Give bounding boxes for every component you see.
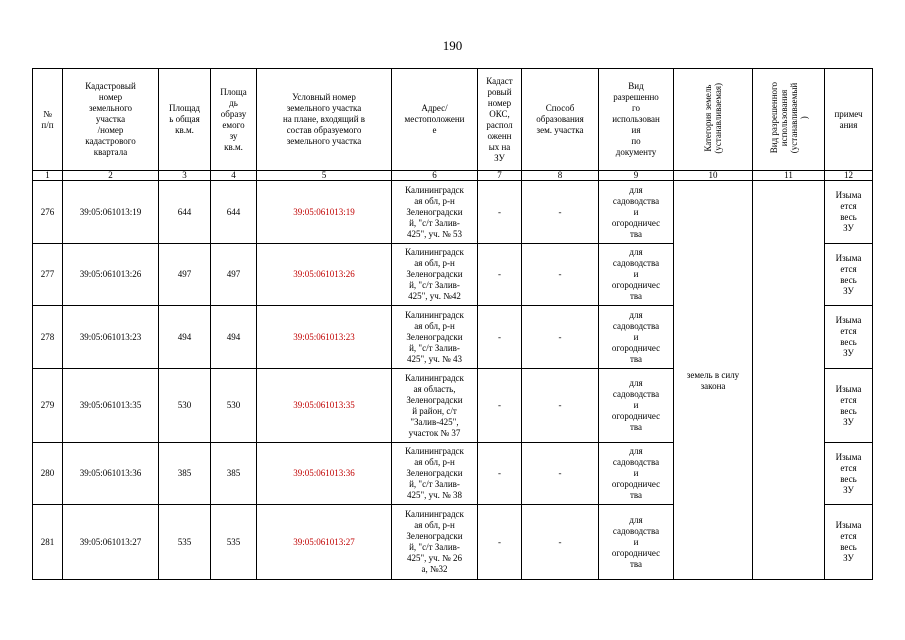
col-number: 12 bbox=[825, 171, 873, 181]
row-area-formed: 535 bbox=[211, 505, 257, 580]
row-cadastral-number: 39:05:061013:19 bbox=[63, 181, 159, 244]
col-number: 10 bbox=[674, 171, 753, 181]
column-number-row bbox=[33, 171, 873, 181]
row-note: Изыма ется весь ЗУ bbox=[825, 369, 873, 443]
row-note: Изыма ется весь ЗУ bbox=[825, 181, 873, 244]
row-note: Изыма ется весь ЗУ bbox=[825, 244, 873, 306]
row-area-total: 494 bbox=[159, 306, 211, 369]
header-use-established-text: Вид разрешенного использования (устанавливаемый ) bbox=[768, 82, 809, 154]
row-method: - bbox=[522, 369, 599, 443]
row-cadastral-number: 39:05:061013:23 bbox=[63, 306, 159, 369]
row-address: Калининградск ая область, Зеленоградски й район, с/т "Залив-425", участок № 37 bbox=[392, 369, 478, 443]
header-land-category bbox=[674, 69, 753, 171]
row-address: Калининградск ая обл, р-н Зеленоградски й, "с/т Залив- 425", уч. № 43 bbox=[392, 306, 478, 369]
col-number: 2 bbox=[63, 171, 159, 181]
row-area-formed: 494 bbox=[211, 306, 257, 369]
row-oks: - bbox=[478, 306, 522, 369]
header-conditional-number: Условный номер земельного участка на плане, входящий в состав образуемого земельного участка bbox=[257, 69, 392, 171]
row-area-total: 644 bbox=[159, 181, 211, 244]
header-address: Адрес/ местоположени е bbox=[392, 69, 478, 171]
row-conditional-number: 39:05:061013:26 bbox=[257, 244, 392, 306]
row-address: Калининградск ая обл, р-н Зеленоградски й, "с/т Залив- 425", уч. № 26 а, №32 bbox=[392, 505, 478, 580]
row-conditional-number: 39:05:061013:35 bbox=[257, 369, 392, 443]
row-address: Калининградск ая обл, р-н Зеленоградски й, "с/т Залив- 425", уч. №42 bbox=[392, 244, 478, 306]
row-area-formed: 644 bbox=[211, 181, 257, 244]
header-method: Способ образования зем. участка bbox=[522, 69, 599, 171]
row-area-formed: 497 bbox=[211, 244, 257, 306]
header-oks: Кадаст ровый номер ОКС, распол оженн ых на ЗУ bbox=[478, 69, 522, 171]
row-method: - bbox=[522, 443, 599, 505]
row-permitted-use: для садоводства и огородничес тва bbox=[599, 369, 674, 443]
row-oks: - bbox=[478, 181, 522, 244]
header-num: № п/п bbox=[33, 69, 63, 171]
row-area-total: 497 bbox=[159, 244, 211, 306]
row-method: - bbox=[522, 505, 599, 580]
col-number: 4 bbox=[211, 171, 257, 181]
row-permitted-use: для садоводства и огородничес тва bbox=[599, 505, 674, 580]
row-use-established bbox=[753, 181, 825, 580]
row-conditional-number: 39:05:061013:19 bbox=[257, 181, 392, 244]
col-number: 9 bbox=[599, 171, 674, 181]
row-oks: - bbox=[478, 369, 522, 443]
row-method: - bbox=[522, 306, 599, 369]
row-area-total: 385 bbox=[159, 443, 211, 505]
row-area-formed: 385 bbox=[211, 443, 257, 505]
row-conditional-number: 39:05:061013:27 bbox=[257, 505, 392, 580]
row-conditional-number: 39:05:061013:36 bbox=[257, 443, 392, 505]
row-land-category: земель в силу закона bbox=[674, 181, 753, 580]
table-row bbox=[33, 181, 873, 244]
row-cadastral-number: 39:05:061013:36 bbox=[63, 443, 159, 505]
row-permitted-use: для садоводства и огородничес тва bbox=[599, 443, 674, 505]
col-number: 3 bbox=[159, 171, 211, 181]
row-oks: - bbox=[478, 505, 522, 580]
row-permitted-use: для садоводства и огородничес тва bbox=[599, 181, 674, 244]
header-use-established bbox=[753, 69, 825, 171]
header-cadastral: Кадастровый номер земельного участка /номер кадастрового квартала bbox=[63, 69, 159, 171]
row-number: 277 bbox=[33, 244, 63, 306]
row-number: 279 bbox=[33, 369, 63, 443]
row-area-total: 530 bbox=[159, 369, 211, 443]
row-address: Калининградск ая обл, р-н Зеленоградски й, "с/т Залив- 425", уч. № 53 bbox=[392, 181, 478, 244]
header-notes: примеч ания bbox=[825, 69, 873, 171]
col-number: 6 bbox=[392, 171, 478, 181]
row-oks: - bbox=[478, 244, 522, 306]
row-number: 278 bbox=[33, 306, 63, 369]
row-number: 280 bbox=[33, 443, 63, 505]
col-number: 8 bbox=[522, 171, 599, 181]
header-area-total: Площад ь общая кв.м. bbox=[159, 69, 211, 171]
col-number: 1 bbox=[33, 171, 63, 181]
row-address: Калининградск ая обл, р-н Зеленоградски й, "с/т Залив- 425", уч. № 38 bbox=[392, 443, 478, 505]
row-cadastral-number: 39:05:061013:35 bbox=[63, 369, 159, 443]
row-cadastral-number: 39:05:061013:26 bbox=[63, 244, 159, 306]
row-note: Изыма ется весь ЗУ bbox=[825, 505, 873, 580]
land-plot-table bbox=[32, 68, 873, 580]
page-number: 190 bbox=[442, 38, 463, 53]
row-note: Изыма ется весь ЗУ bbox=[825, 306, 873, 369]
row-note: Изыма ется весь ЗУ bbox=[825, 443, 873, 505]
row-method: - bbox=[522, 244, 599, 306]
col-number: 7 bbox=[478, 171, 522, 181]
row-permitted-use: для садоводства и огородничес тва bbox=[599, 244, 674, 306]
row-conditional-number: 39:05:061013:23 bbox=[257, 306, 392, 369]
row-number: 276 bbox=[33, 181, 63, 244]
row-method: - bbox=[522, 181, 599, 244]
col-number: 5 bbox=[257, 171, 392, 181]
header-permitted-use: Вид разрешенно го использован ия по документу bbox=[599, 69, 674, 171]
row-area-formed: 530 bbox=[211, 369, 257, 443]
row-cadastral-number: 39:05:061013:27 bbox=[63, 505, 159, 580]
row-oks: - bbox=[478, 443, 522, 505]
row-permitted-use: для садоводства и огородничес тва bbox=[599, 306, 674, 369]
header-land-category-text: Категория земель (устанавливаемая) bbox=[703, 82, 723, 154]
table-body bbox=[33, 181, 873, 580]
row-number: 281 bbox=[33, 505, 63, 580]
header-row bbox=[33, 69, 873, 171]
header-area-formed: Площа дь образу емого зу кв.м. bbox=[211, 69, 257, 171]
col-number: 11 bbox=[753, 171, 825, 181]
row-area-total: 535 bbox=[159, 505, 211, 580]
